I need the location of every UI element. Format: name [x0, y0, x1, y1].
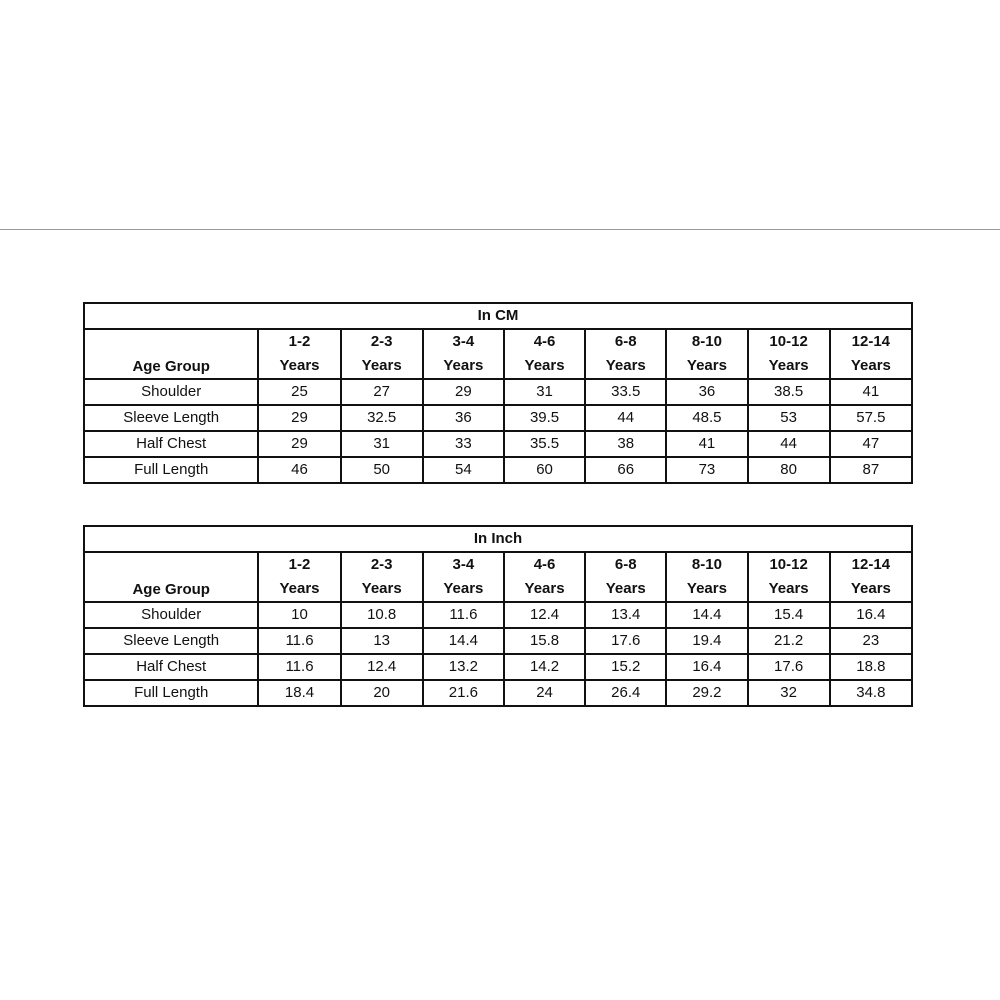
measurement-label: Full Length	[84, 457, 258, 483]
measurement-value: 38.5	[748, 379, 830, 405]
measurement-value: 31	[504, 379, 585, 405]
age-column-header	[504, 329, 585, 379]
age-column-header	[423, 329, 504, 379]
age-column-header	[585, 552, 666, 602]
measurement-value: 31	[341, 431, 423, 457]
age-range-label: 8-10	[691, 556, 722, 573]
age-unit-label: Years	[768, 357, 809, 374]
measurement-label: Shoulder	[84, 379, 258, 405]
measurement-value: 13	[341, 628, 423, 654]
measurement-value: 35.5	[504, 431, 585, 457]
measurement-label: Sleeve Length	[84, 628, 258, 654]
measurement-value: 14.4	[423, 628, 504, 654]
measurement-value: 34.8	[830, 680, 912, 706]
measurement-value: 10	[258, 602, 340, 628]
age-unit-label: Years	[361, 357, 402, 374]
measurement-value: 16.4	[666, 654, 747, 680]
age-unit-label: Years	[686, 580, 727, 597]
age-unit-label: Years	[850, 357, 891, 374]
age-range-label: 6-8	[614, 333, 637, 350]
age-range-label: 1-2	[288, 333, 311, 350]
measurement-value: 48.5	[666, 405, 747, 431]
measurement-value: 32.5	[341, 405, 423, 431]
age-column-header	[258, 329, 340, 379]
age-range-label: 1-2	[288, 556, 311, 573]
measurement-row	[84, 431, 912, 457]
age-column-header	[748, 552, 830, 602]
size-chart-inch-table	[83, 525, 913, 707]
age-unit-label: Years	[524, 580, 565, 597]
measurement-value: 33	[423, 431, 504, 457]
measurement-value: 38	[585, 431, 666, 457]
age-unit-label: Years	[524, 357, 565, 374]
measurement-row	[84, 654, 912, 680]
age-unit-label: Years	[605, 580, 646, 597]
measurement-value: 14.4	[666, 602, 747, 628]
age-range-label: 4-6	[533, 333, 556, 350]
measurement-row	[84, 680, 912, 706]
measurement-value: 80	[748, 457, 830, 483]
age-range-label: 10-12	[769, 333, 808, 350]
measurement-value: 23	[830, 628, 912, 654]
measurement-value: 15.2	[585, 654, 666, 680]
age-group-label: Age Group	[84, 329, 258, 379]
measurement-value: 36	[666, 379, 747, 405]
measurement-value: 12.4	[341, 654, 423, 680]
measurement-value: 20	[341, 680, 423, 706]
measurement-value: 19.4	[666, 628, 747, 654]
measurement-label: Sleeve Length	[84, 405, 258, 431]
measurement-value: 13.2	[423, 654, 504, 680]
measurement-value: 11.6	[423, 602, 504, 628]
measurement-value: 33.5	[585, 379, 666, 405]
age-unit-label: Years	[686, 357, 727, 374]
measurement-value: 21.2	[748, 628, 830, 654]
age-range-label: 2-3	[370, 333, 393, 350]
measurement-value: 46	[258, 457, 340, 483]
age-unit-label: Years	[361, 580, 402, 597]
measurement-value: 14.2	[504, 654, 585, 680]
measurement-value: 57.5	[830, 405, 912, 431]
measurement-value: 11.6	[258, 654, 340, 680]
table-title-row	[84, 526, 912, 552]
age-column-header	[585, 329, 666, 379]
age-unit-label: Years	[443, 357, 484, 374]
age-group-label: Age Group	[84, 552, 258, 602]
age-column-header	[666, 552, 747, 602]
size-chart-cm-table	[83, 302, 913, 484]
measurement-value: 47	[830, 431, 912, 457]
measurement-value: 24	[504, 680, 585, 706]
measurement-label: Full Length	[84, 680, 258, 706]
measurement-value: 25	[258, 379, 340, 405]
age-range-label: 2-3	[370, 556, 393, 573]
age-range-label: 12-14	[851, 556, 891, 573]
measurement-value: 12.4	[504, 602, 585, 628]
age-range-label: 4-6	[533, 556, 556, 573]
age-range-label: 3-4	[452, 333, 475, 350]
measurement-value: 29	[258, 431, 340, 457]
age-range-label: 6-8	[614, 556, 637, 573]
measurement-label: Half Chest	[84, 654, 258, 680]
measurement-value: 36	[423, 405, 504, 431]
age-range-label: 10-12	[769, 556, 808, 573]
measurement-value: 17.6	[585, 628, 666, 654]
measurement-label: Shoulder	[84, 602, 258, 628]
age-column-header	[830, 329, 912, 379]
age-column-header	[666, 329, 747, 379]
measurement-value: 29	[423, 379, 504, 405]
measurement-value: 44	[585, 405, 666, 431]
measurement-value: 44	[748, 431, 830, 457]
age-unit-label: Years	[768, 580, 809, 597]
measurement-value: 87	[830, 457, 912, 483]
age-range-label: 12-14	[851, 333, 891, 350]
age-column-header	[423, 552, 504, 602]
measurement-value: 13.4	[585, 602, 666, 628]
page-divider	[0, 229, 1000, 230]
age-range-label: 8-10	[691, 333, 722, 350]
measurement-value: 15.8	[504, 628, 585, 654]
age-unit-label: Years	[279, 357, 320, 374]
table-title: In Inch	[84, 526, 912, 552]
age-column-header	[830, 552, 912, 602]
age-unit-label: Years	[605, 357, 646, 374]
age-column-header	[748, 329, 830, 379]
measurement-value: 18.4	[258, 680, 340, 706]
measurement-value: 18.8	[830, 654, 912, 680]
measurement-value: 29.2	[666, 680, 747, 706]
measurement-row	[84, 628, 912, 654]
age-unit-label: Years	[850, 580, 891, 597]
age-column-header	[504, 552, 585, 602]
age-unit-label: Years	[443, 580, 484, 597]
measurement-value: 17.6	[748, 654, 830, 680]
measurement-value: 21.6	[423, 680, 504, 706]
measurement-value: 73	[666, 457, 747, 483]
measurement-value: 15.4	[748, 602, 830, 628]
measurement-value: 41	[830, 379, 912, 405]
age-range-label: 3-4	[452, 556, 475, 573]
measurement-row	[84, 457, 912, 483]
measurement-value: 39.5	[504, 405, 585, 431]
age-group-header-row	[84, 552, 912, 602]
age-group-header-row	[84, 329, 912, 379]
age-unit-label: Years	[279, 580, 320, 597]
measurement-value: 60	[504, 457, 585, 483]
measurement-value: 26.4	[585, 680, 666, 706]
measurement-value: 10.8	[341, 602, 423, 628]
measurement-row	[84, 379, 912, 405]
measurement-value: 11.6	[258, 628, 340, 654]
measurement-value: 50	[341, 457, 423, 483]
measurement-value: 29	[258, 405, 340, 431]
measurement-value: 53	[748, 405, 830, 431]
measurement-row	[84, 405, 912, 431]
measurement-value: 16.4	[830, 602, 912, 628]
measurement-value: 32	[748, 680, 830, 706]
measurement-value: 66	[585, 457, 666, 483]
age-column-header	[341, 329, 423, 379]
measurement-label: Half Chest	[84, 431, 258, 457]
table-title: In CM	[84, 303, 912, 329]
measurement-row	[84, 602, 912, 628]
measurement-value: 41	[666, 431, 747, 457]
age-column-header	[341, 552, 423, 602]
table-title-row	[84, 303, 912, 329]
measurement-value: 27	[341, 379, 423, 405]
age-column-header	[258, 552, 340, 602]
measurement-value: 54	[423, 457, 504, 483]
